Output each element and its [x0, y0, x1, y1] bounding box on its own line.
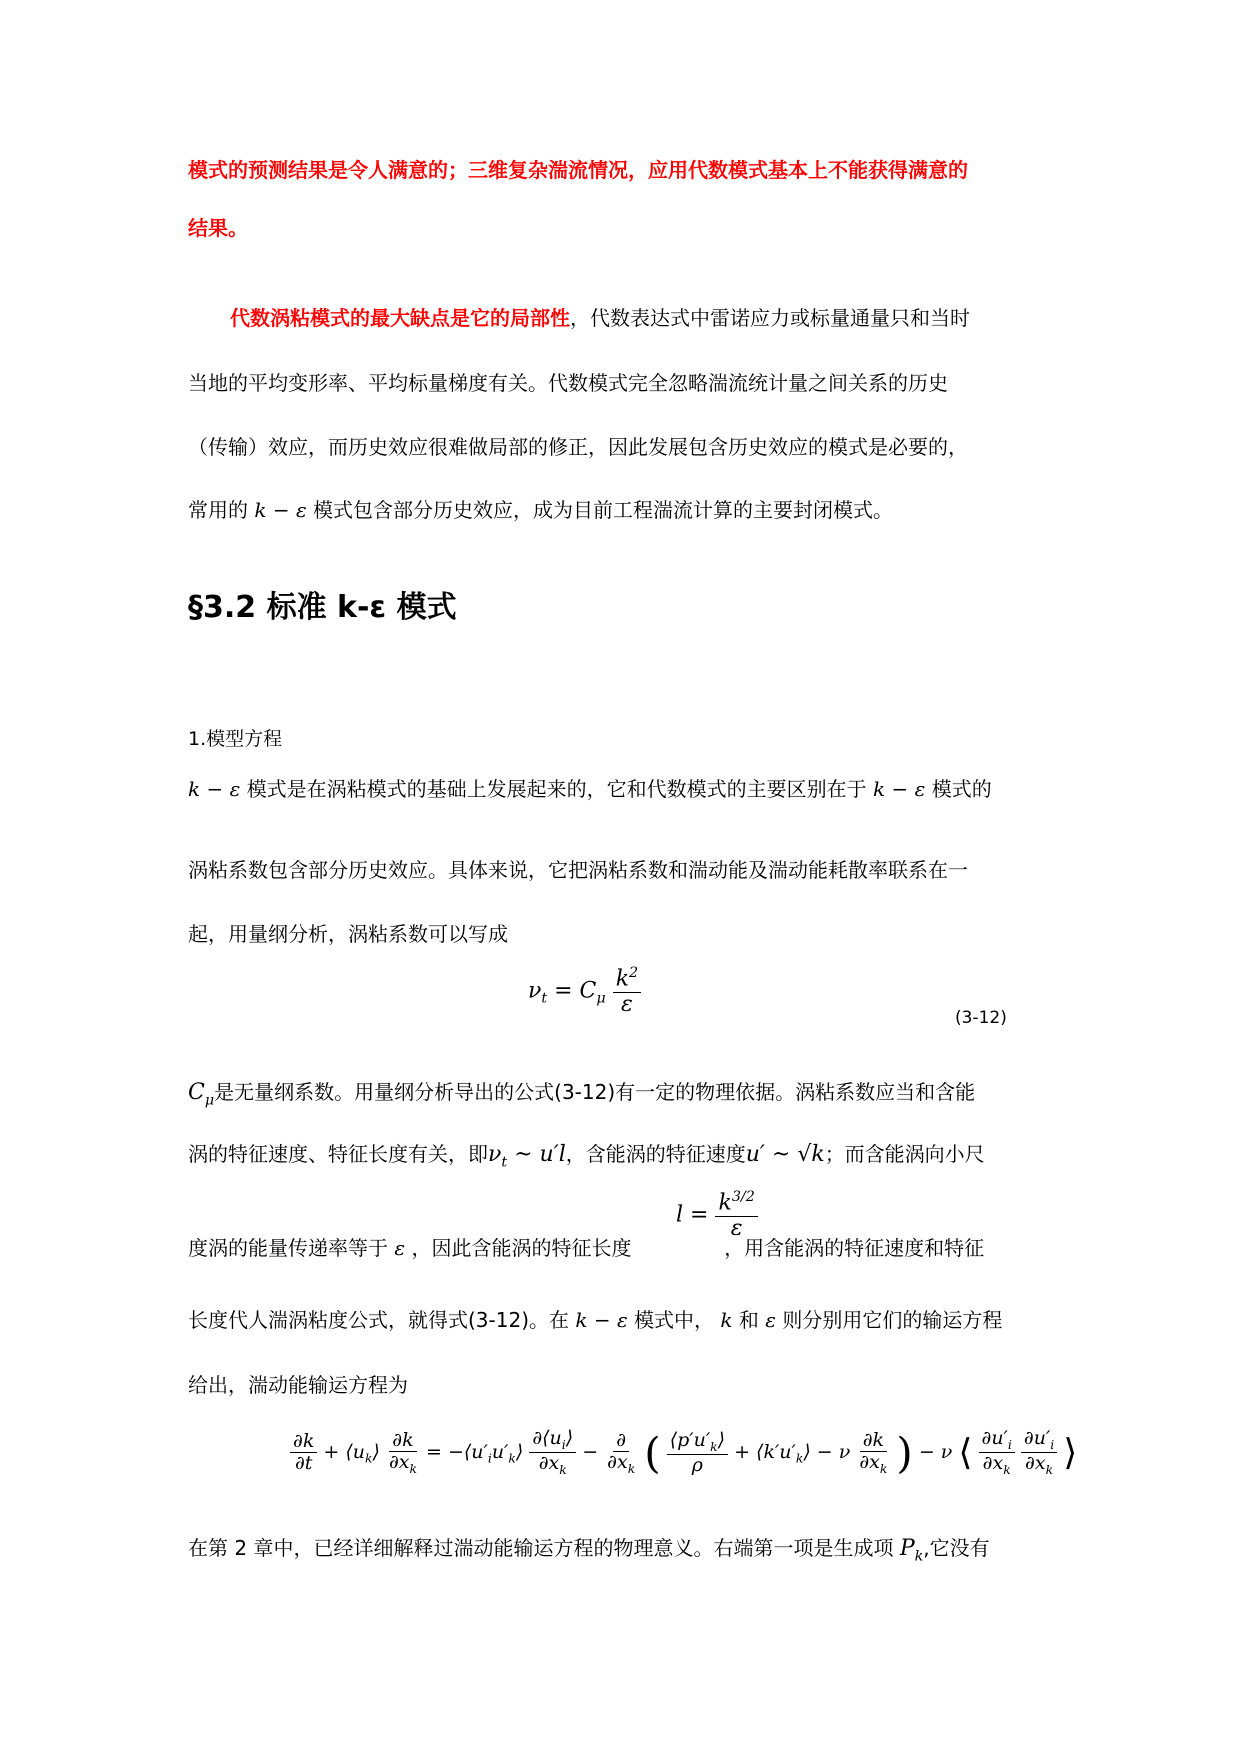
paragraph-text: 涡的特征速度、特征长度有关，即 — [188, 1142, 488, 1166]
math-k-epsilon: k − ε — [188, 777, 241, 801]
math-p: P — [899, 1536, 915, 1561]
paragraph-2-line-3: （传输）效应，而历史效应很难做局部的修正，因此发展包含历史效应的模式是必要的， — [188, 435, 968, 459]
paragraph-text: ，因此含能涡的特征长度 — [411, 1236, 632, 1260]
equation-tke-transport: $\frac{\partial k}{\partial t}$ + $⟨u_k⟩$ $\frac{\partial k}{\partial x_k}$ = $-⟨u'_iu'_k⟩$ $\frac{\partial⟨u_i⟩}{\partial x_k}$ − $\frac{\partial}{\partial x_k}$ ( $\frac{⟨p'u'_k⟩}{\rho}$ + $⟨k'u'_k⟩ - \nu$ $\frac{\partial k}{\partial x_k}$ ) − ν ⟨ $\frac{\partial u'_i}{\partial x_k}$ $\frac{\partial u'_i}{\partial x_k}$ ⟩ — [290, 1428, 1077, 1478]
paragraph-text: 则分别用它们的输运方程 — [782, 1308, 1003, 1332]
paragraph-4-line-2 — [188, 1138, 1058, 1170]
paragraph-text: ；而含能涡向小尺 — [824, 1142, 985, 1166]
paragraph-4-line-4 — [188, 1304, 1058, 1333]
paragraph-3-line-1 — [188, 773, 1058, 802]
paragraph-text: 和 — [738, 1308, 759, 1332]
paragraph-text: 在第 2 章中，已经详细解释过湍动能输运方程的物理意义。右端第一项是生成项 — [188, 1536, 894, 1560]
paragraph-text: 长度代人湍涡粘度公式，就得式(3-12)。在 — [188, 1308, 569, 1332]
math-production-term — [899, 1536, 924, 1565]
equation-length-scale: l = $\frac{k^{3/2}}{\varepsilon}$ — [676, 1190, 758, 1241]
math-epsilon: ε — [765, 1308, 776, 1332]
paragraph-text: ，代数表达式中雷诺应力或标量通量只和当时 — [570, 306, 970, 330]
math-nu-t-relation: $\nu_t$ ~ u′l — [488, 1142, 566, 1171]
highlight-text: 代数涡粘模式的最大缺点是它的局部性 — [230, 306, 570, 330]
paragraph-text: 模式是在涡粘模式的基础上发展起来的，它和代数模式的主要区别在于 — [246, 777, 867, 801]
math-k-epsilon: k − ε — [575, 1308, 628, 1332]
math-k: k — [720, 1308, 733, 1332]
equation-eddy-viscosity: $\nu_t = C_\mu$ $\frac{k^2}{\varepsilon}$ — [528, 966, 641, 1017]
paragraph-red-line-2: 结果。 — [188, 216, 248, 240]
paragraph-4-line-3 — [188, 1232, 1058, 1261]
paragraph-red-line-1: 模式的预测结果是令人满意的；三维复杂湍流情况，应用代数模式基本上不能获得满意的 — [188, 158, 968, 182]
math-epsilon: ε — [394, 1236, 406, 1260]
paragraph-3-line-3: 起，用量纲分析，涡粘系数可以写成 — [188, 922, 508, 946]
paragraph-2-line-2: 当地的平均变形率、平均标量梯度有关。代数模式完全忽略湍流统计量之间关系的历史 — [188, 371, 948, 395]
equation-number: (3-12) — [955, 1008, 1007, 1028]
math-c-mu: $C_\mu$ — [188, 1080, 215, 1109]
paragraph-text: 模式的 — [931, 777, 992, 801]
sub-heading: 1.模型方程 — [188, 728, 283, 750]
paragraph-text: 模式中， — [634, 1308, 715, 1332]
math-velocity-relation: u′ ~ √k — [745, 1142, 825, 1167]
math-k-epsilon: k − ε — [873, 777, 926, 801]
paragraph-text: ，用含能涡的特征速度和特征 — [724, 1236, 985, 1260]
paragraph-text: ,它没有 — [923, 1536, 990, 1560]
paragraph-2-line-1 — [188, 302, 1058, 331]
paragraph-3-line-2: 涡粘系数包含部分历史效应。具体来说，它把涡粘系数和湍动能及湍动能耗散率联系在一 — [188, 858, 968, 882]
math-k-epsilon: k − ε — [254, 498, 307, 522]
math-p-sub: k — [914, 1548, 924, 1565]
paragraph-text: 常用的 — [188, 498, 248, 522]
paragraph-4-line-5: 给出，湍动能输运方程为 — [188, 1373, 408, 1397]
paragraph-text: ，含能涡的特征速度 — [565, 1142, 746, 1166]
section-heading: §3.2 标准 k-ε 模式 — [188, 590, 457, 625]
paragraph-5-line-1 — [188, 1532, 1058, 1564]
paragraph-4-line-1 — [188, 1076, 1058, 1108]
paragraph-text: 是无量纲系数。用量纲分析导出的公式(3-12)有一定的物理依据。涡粘系数应当和含能 — [214, 1080, 976, 1104]
paragraph-text: 模式包含部分历史效应，成为目前工程湍流计算的主要封闭模式。 — [313, 498, 894, 522]
paragraph-2-line-4 — [188, 494, 1058, 523]
paragraph-text: 度涡的能量传递率等于 — [188, 1236, 388, 1260]
